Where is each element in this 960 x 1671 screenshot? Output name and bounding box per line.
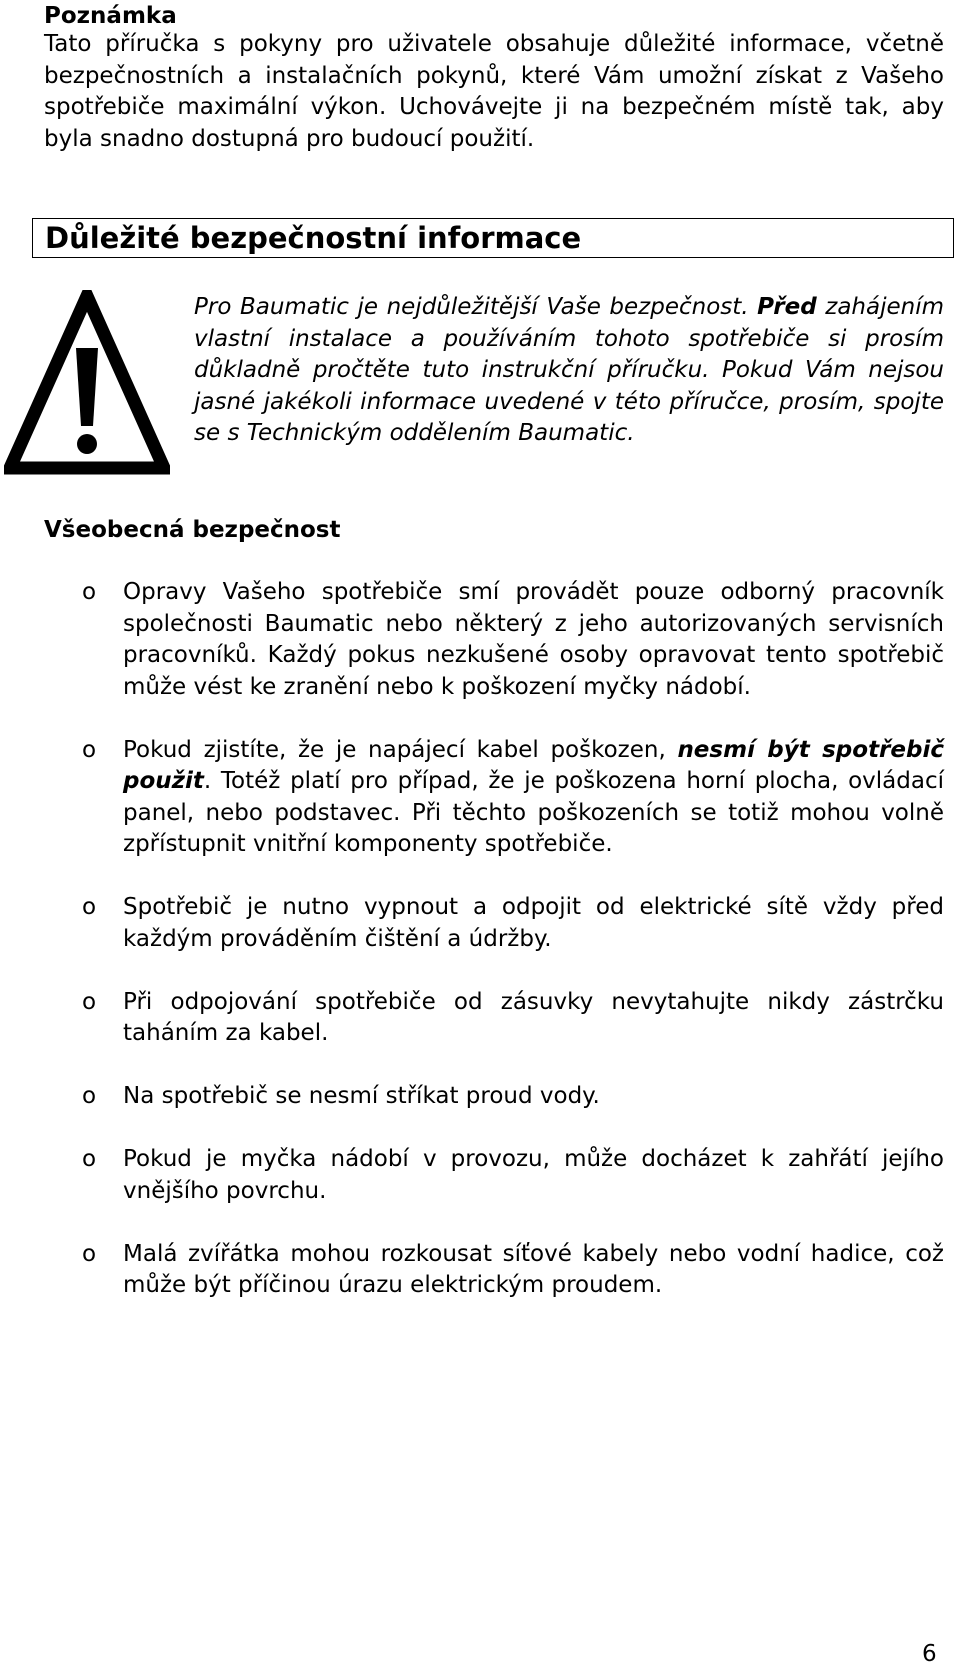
list-item-text: Pokud je myčka nádobí v provozu, může docházet k zahřátí jejího vnějšího povrchu.	[123, 1146, 944, 1204]
note-title: Poznámka	[44, 3, 177, 29]
bullet-mark: o	[82, 1146, 97, 1172]
list-item-text: Malá zvířátka mohou rozkousat síťové kabely nebo vodní hadice, což může být příčinou úrazu elektrickým proudem.	[123, 1240, 944, 1298]
general-safety-heading: Všeobecná bezpečnost	[44, 517, 341, 543]
list-item	[44, 987, 944, 1050]
warning-text-bold: Před	[757, 294, 817, 320]
list-item	[44, 1239, 944, 1302]
warning-text	[194, 292, 944, 450]
warning-triangle-icon	[4, 290, 170, 476]
page-number: 6	[922, 1641, 937, 1667]
bullet-mark: o	[82, 988, 97, 1015]
bullet-mark: o	[82, 736, 97, 763]
safety-section-box	[32, 218, 954, 258]
list-item-text: Při odpojování spotřebiče od zásuvky nevytahujte nikdy zástrčku taháním za kabel.	[123, 988, 944, 1046]
bullet-mark: o	[82, 894, 97, 920]
list-item-highlight: nesmí být spotřebič použit	[123, 736, 944, 794]
list-item	[44, 577, 944, 703]
safety-section-title: Důležité bezpečnostní informace	[45, 221, 582, 255]
list-item	[44, 1144, 944, 1207]
list-item	[44, 1081, 944, 1113]
general-safety-list	[44, 577, 944, 1333]
warning-text-rest: zahájením vlastní instalace a používáním tohoto spotřebiče si prosím důkladně pročtěte tuto instrukční příručku. Pokud Vám nejsou jasné jakékoli informace uvedené v této příručce, prosím, spojte se s Technickým oddělením Baumatic.	[194, 294, 945, 446]
list-item	[44, 735, 944, 861]
bullet-mark: o	[82, 579, 97, 605]
list-item-text-after: . Totéž platí pro případ, že je poškozena horní plocha, ovládací panel, nebo podstavec. Při těchto poškozeních se totiž mohou volně zpřístupnit vnitřní komponenty spotřebiče.	[123, 768, 944, 857]
list-item-text: Opravy Vašeho spotřebiče smí provádět pouze odborný pracovník společnosti Baumatic nebo některý z jeho autorizovaných servisních pracovníků. Každý pokus nezkušené osoby opravovat tento spotřebič může vést ke zranění nebo k poškození myčky nádobí.	[123, 579, 944, 700]
bullet-mark: o	[82, 1083, 97, 1109]
list-item	[44, 892, 944, 955]
warning-text-intro: Pro Baumatic je nejdůležitější Vaše bezpečnost.	[194, 294, 758, 320]
bullet-mark: o	[82, 1240, 97, 1267]
note-text: Tato příručka s pokyny pro uživatele obsahuje důležité informace, včetně bezpečnostních a instalačních pokynů, které Vám umožní získat z Vašeho spotřebiče maximální výkon. Uchovávejte ji na bezpečném místě tak, aby byla snadno dostupná pro budoucí použití.	[44, 31, 944, 152]
list-item-text-before: Pokud zjistíte, že je napájecí kabel poškozen,	[123, 736, 678, 763]
list-item-text: Na spotřebič se nesmí stříkat proud vody.	[123, 1083, 600, 1109]
list-item-text: Spotřebič je nutno vypnout a odpojit od elektrické sítě vždy před každým prováděním čištění a údržby.	[123, 894, 944, 952]
